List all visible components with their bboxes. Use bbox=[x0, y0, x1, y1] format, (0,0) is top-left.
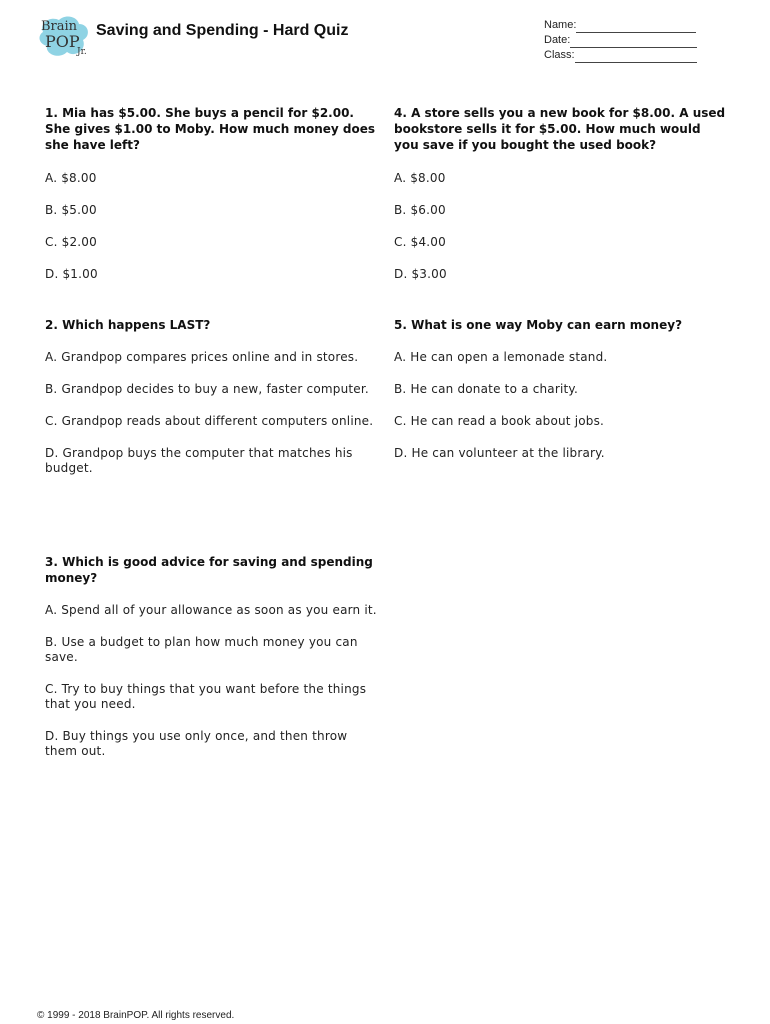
answer-option[interactable]: A. Spend all of your allowance as soon as you earn it. bbox=[45, 603, 377, 617]
question-2 bbox=[45, 317, 380, 476]
date-field[interactable]: Date: bbox=[544, 33, 697, 48]
answer-option[interactable]: B. Grandpop decides to buy a new, faster computer. bbox=[45, 382, 369, 396]
svg-text:Brain: Brain bbox=[41, 19, 78, 34]
student-info-fields bbox=[544, 18, 697, 63]
answer-option[interactable]: A. He can open a lemonade stand. bbox=[394, 350, 608, 364]
answer-option[interactable]: B. He can donate to a charity. bbox=[394, 382, 579, 396]
answer-option[interactable]: D. $3.00 bbox=[394, 267, 447, 281]
question-5 bbox=[394, 317, 729, 461]
answer-option[interactable]: D. Buy things you use only once, and then throw them out. bbox=[45, 729, 348, 758]
copyright-footer: © 1999 - 2018 BrainPOP. All rights reserved. bbox=[37, 1010, 235, 1021]
answer-option[interactable]: B. $6.00 bbox=[394, 203, 446, 217]
answer-option[interactable]: D. $1.00 bbox=[45, 267, 98, 281]
question-3 bbox=[45, 554, 380, 759]
name-field[interactable]: Name: bbox=[544, 18, 697, 33]
svg-text:Jr.: Jr. bbox=[77, 47, 87, 57]
answer-option[interactable]: A. $8.00 bbox=[394, 171, 446, 185]
question-prompt: 3. Which is good advice for saving and spending money? bbox=[45, 555, 373, 585]
svg-text:POP: POP bbox=[45, 32, 80, 51]
question-prompt: 4. A store sells you a new book for $8.00. A used bookstore sells it for $5.00. How much would you save if you bought the used book? bbox=[394, 106, 726, 152]
answer-option[interactable]: C. $2.00 bbox=[45, 235, 97, 249]
question-1 bbox=[45, 105, 380, 282]
answer-option[interactable]: D. He can volunteer at the library. bbox=[394, 446, 605, 460]
question-4 bbox=[394, 105, 729, 282]
question-prompt: 5. What is one way Moby can earn money? bbox=[394, 318, 683, 332]
answer-option[interactable]: C. $4.00 bbox=[394, 235, 446, 249]
answer-option[interactable]: C. Try to buy things that you want before the things that you need. bbox=[45, 682, 367, 711]
question-prompt: 2. Which happens LAST? bbox=[45, 318, 211, 332]
brainpop-jr-logo bbox=[37, 14, 93, 60]
question-prompt: 1. Mia has $5.00. She buys a pencil for $2.00. She gives $1.00 to Moby. How much money does she have left? bbox=[45, 106, 375, 152]
answer-option[interactable]: B. Use a budget to plan how much money you can save. bbox=[45, 635, 358, 664]
answer-option[interactable]: C. He can read a book about jobs. bbox=[394, 414, 605, 428]
class-field[interactable]: Class: bbox=[544, 48, 697, 63]
page-title: Saving and Spending - Hard Quiz bbox=[96, 22, 349, 39]
answer-option[interactable]: B. $5.00 bbox=[45, 203, 97, 217]
answer-option[interactable]: D. Grandpop buys the computer that matches his budget. bbox=[45, 446, 353, 475]
answer-option[interactable]: A. $8.00 bbox=[45, 171, 97, 185]
answer-option[interactable]: A. Grandpop compares prices online and in stores. bbox=[45, 350, 359, 364]
answer-option[interactable]: C. Grandpop reads about different computers online. bbox=[45, 414, 374, 428]
